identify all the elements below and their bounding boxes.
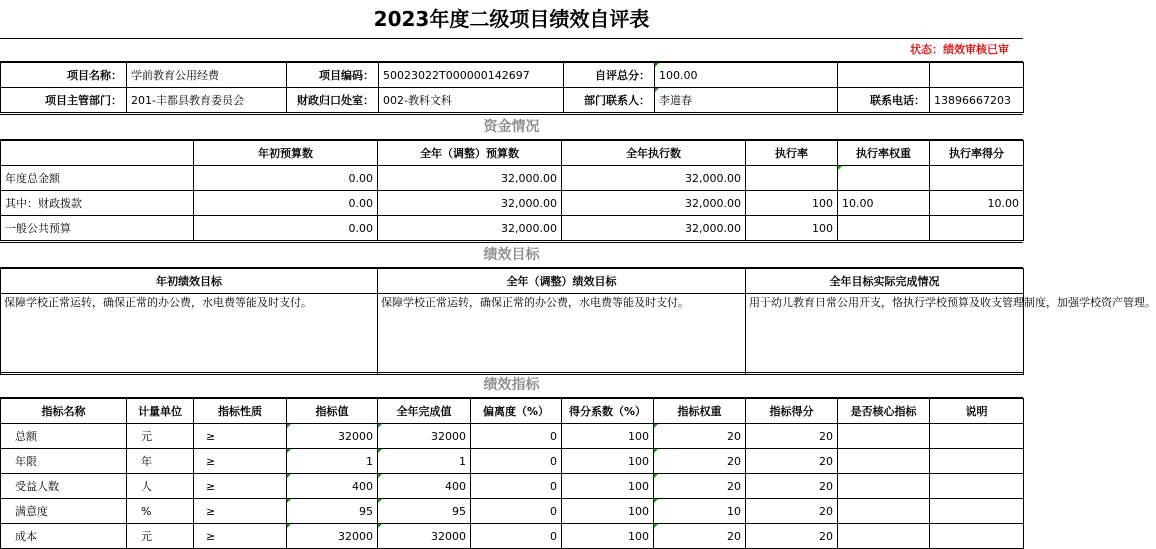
adjusted-goal: 保障学校正常运转，确保正常的办公费，水电费等能及时支付。 — [378, 294, 746, 375]
goals-table — [0, 268, 1156, 375]
indicator-done: 1 — [378, 449, 471, 474]
phone-label: 联系电话： — [838, 88, 930, 113]
indicator-nature: ≥ — [194, 524, 287, 549]
adjusted-budget: 32,000.00 — [378, 166, 562, 191]
indicator-core — [838, 499, 930, 524]
col-header: 偏离度（%） — [471, 399, 562, 424]
col-header: 是否核心指标 — [838, 399, 930, 424]
indicator-target: 1 — [287, 449, 378, 474]
indicator-nature: ≥ — [194, 474, 287, 499]
col-header: 全年（调整）预算数 — [378, 141, 562, 166]
indicator-deviation: 0 — [471, 499, 562, 524]
exec-rate: 100 — [746, 216, 838, 241]
col-header: 计量单位 — [127, 399, 194, 424]
project-info-table — [0, 62, 1024, 113]
empty-cell — [930, 63, 1024, 88]
table-row — [1, 424, 1024, 449]
row-name: 年度总金额 — [1, 166, 194, 191]
col-header: 指标得分 — [746, 399, 838, 424]
indicator-note — [930, 449, 1024, 474]
rate-weight — [838, 216, 930, 241]
col-header: 执行率权重 — [838, 141, 930, 166]
project-code: 50023022T000000142697 — [379, 63, 564, 88]
indicator-deviation: 0 — [471, 474, 562, 499]
indicator-coef: 100 — [562, 524, 654, 549]
indicator-done: 32000 — [378, 424, 471, 449]
indicator-name: 满意度 — [1, 499, 127, 524]
indicator-target: 95 — [287, 499, 378, 524]
project-name-label: 项目名称： — [1, 63, 127, 88]
indicator-score: 20 — [746, 449, 838, 474]
empty-cell — [838, 63, 930, 88]
col-header: 年初预算数 — [194, 141, 378, 166]
table-row — [1, 191, 1024, 216]
col-header: 指标值 — [287, 399, 378, 424]
funds-section-title: 资金情况 — [0, 114, 1023, 140]
indicator-weight: 20 — [654, 474, 746, 499]
indicator-coef: 100 — [562, 474, 654, 499]
indicator-score: 20 — [746, 424, 838, 449]
adjusted-budget: 32,000.00 — [378, 191, 562, 216]
executed-amount: 32,000.00 — [562, 191, 746, 216]
indicator-unit: 元 — [127, 424, 194, 449]
indicator-core — [838, 474, 930, 499]
initial-budget: 0.00 — [194, 166, 378, 191]
row-name: 其中：财政拨款 — [1, 191, 194, 216]
initial-goal: 保障学校正常运转，确保正常的办公费，水电费等能及时支付。 — [1, 294, 378, 375]
indicator-weight: 10 — [654, 499, 746, 524]
goals-section-title: 绩效目标 — [0, 242, 1023, 268]
indicator-deviation: 0 — [471, 449, 562, 474]
indicator-note — [930, 474, 1024, 499]
status-badge: 状态：绩效审核已审 — [0, 38, 1023, 62]
indicator-coef: 100 — [562, 499, 654, 524]
indicator-weight: 20 — [654, 449, 746, 474]
col-header: 指标权重 — [654, 399, 746, 424]
table-row — [1, 474, 1024, 499]
page-title: 2023年度二级项目绩效自评表 — [0, 0, 1023, 39]
indicator-nature: ≥ — [194, 449, 287, 474]
col-header: 说明 — [930, 399, 1024, 424]
indicator-core — [838, 449, 930, 474]
indicators-table — [0, 398, 1024, 549]
indicator-nature: ≥ — [194, 424, 287, 449]
project-code-label: 项目编码： — [287, 63, 379, 88]
initial-budget: 0.00 — [194, 216, 378, 241]
indicator-deviation: 0 — [471, 524, 562, 549]
col-header: 全年执行数 — [562, 141, 746, 166]
table-row — [1, 216, 1024, 241]
table-row — [1, 499, 1024, 524]
indicator-deviation: 0 — [471, 424, 562, 449]
finance-label: 财政归口处室： — [287, 88, 379, 113]
indicator-name: 受益人数 — [1, 474, 127, 499]
col-header: 指标名称 — [1, 399, 127, 424]
col-header: 得分系数（%） — [562, 399, 654, 424]
col-header: 全年目标实际完成情况 — [746, 269, 1024, 294]
self-score-label: 自评总分： — [564, 63, 655, 88]
executed-amount: 32,000.00 — [562, 216, 746, 241]
indicator-target: 400 — [287, 474, 378, 499]
indicator-weight: 20 — [654, 424, 746, 449]
finance: 002-教科文科 — [379, 88, 564, 113]
col-header: 年初绩效目标 — [1, 269, 378, 294]
indicator-done: 32000 — [378, 524, 471, 549]
adjusted-budget: 32,000.00 — [378, 216, 562, 241]
indicator-name: 成本 — [1, 524, 127, 549]
empty-cell — [1, 141, 194, 166]
indicator-target: 32000 — [287, 524, 378, 549]
rate-weight — [838, 166, 930, 191]
rate-score: 10.00 — [930, 191, 1024, 216]
col-header: 执行率得分 — [930, 141, 1024, 166]
indicators-section-title: 绩效指标 — [0, 372, 1023, 398]
initial-budget: 0.00 — [194, 191, 378, 216]
indicator-note — [930, 424, 1024, 449]
indicator-unit: 人 — [127, 474, 194, 499]
actual-result: 用于幼儿教育日常公用开支，恪执行学校预算及收支管理制度，加强学校资产管理。 — [746, 294, 1024, 375]
table-row — [1, 166, 1024, 191]
indicator-coef: 100 — [562, 449, 654, 474]
indicator-unit: % — [127, 499, 194, 524]
indicator-note — [930, 524, 1024, 549]
dept: 201-丰都县教育委员会 — [127, 88, 287, 113]
col-header: 全年（调整）绩效目标 — [378, 269, 746, 294]
indicator-score: 20 — [746, 474, 838, 499]
indicator-score: 20 — [746, 499, 838, 524]
funds-table — [0, 140, 1024, 241]
executed-amount: 32,000.00 — [562, 166, 746, 191]
contact: 李道春 — [655, 88, 838, 113]
indicator-unit: 年 — [127, 449, 194, 474]
indicator-name: 年限 — [1, 449, 127, 474]
indicator-done: 400 — [378, 474, 471, 499]
table-row — [1, 449, 1024, 474]
row-name: 一般公共预算 — [1, 216, 194, 241]
indicator-core — [838, 424, 930, 449]
indicator-unit: 元 — [127, 524, 194, 549]
self-score: 100.00 — [655, 63, 838, 88]
col-header: 全年完成值 — [378, 399, 471, 424]
contact-label: 部门联系人： — [564, 88, 655, 113]
rate-score — [930, 216, 1024, 241]
indicator-note — [930, 499, 1024, 524]
rate-weight: 10.00 — [838, 191, 930, 216]
exec-rate — [746, 166, 838, 191]
indicator-core — [838, 524, 930, 549]
table-row — [1, 524, 1024, 549]
indicator-coef: 100 — [562, 424, 654, 449]
exec-rate: 100 — [746, 191, 838, 216]
indicator-nature: ≥ — [194, 499, 287, 524]
col-header: 指标性质 — [194, 399, 287, 424]
rate-score — [930, 166, 1024, 191]
indicator-target: 32000 — [287, 424, 378, 449]
project-name: 学前教育公用经费 — [127, 63, 287, 88]
indicator-name: 总额 — [1, 424, 127, 449]
indicator-weight: 20 — [654, 524, 746, 549]
col-header: 执行率 — [746, 141, 838, 166]
indicator-done: 95 — [378, 499, 471, 524]
indicator-score: 20 — [746, 524, 838, 549]
dept-label: 项目主管部门： — [1, 88, 127, 113]
phone: 13896667203 — [930, 88, 1024, 113]
